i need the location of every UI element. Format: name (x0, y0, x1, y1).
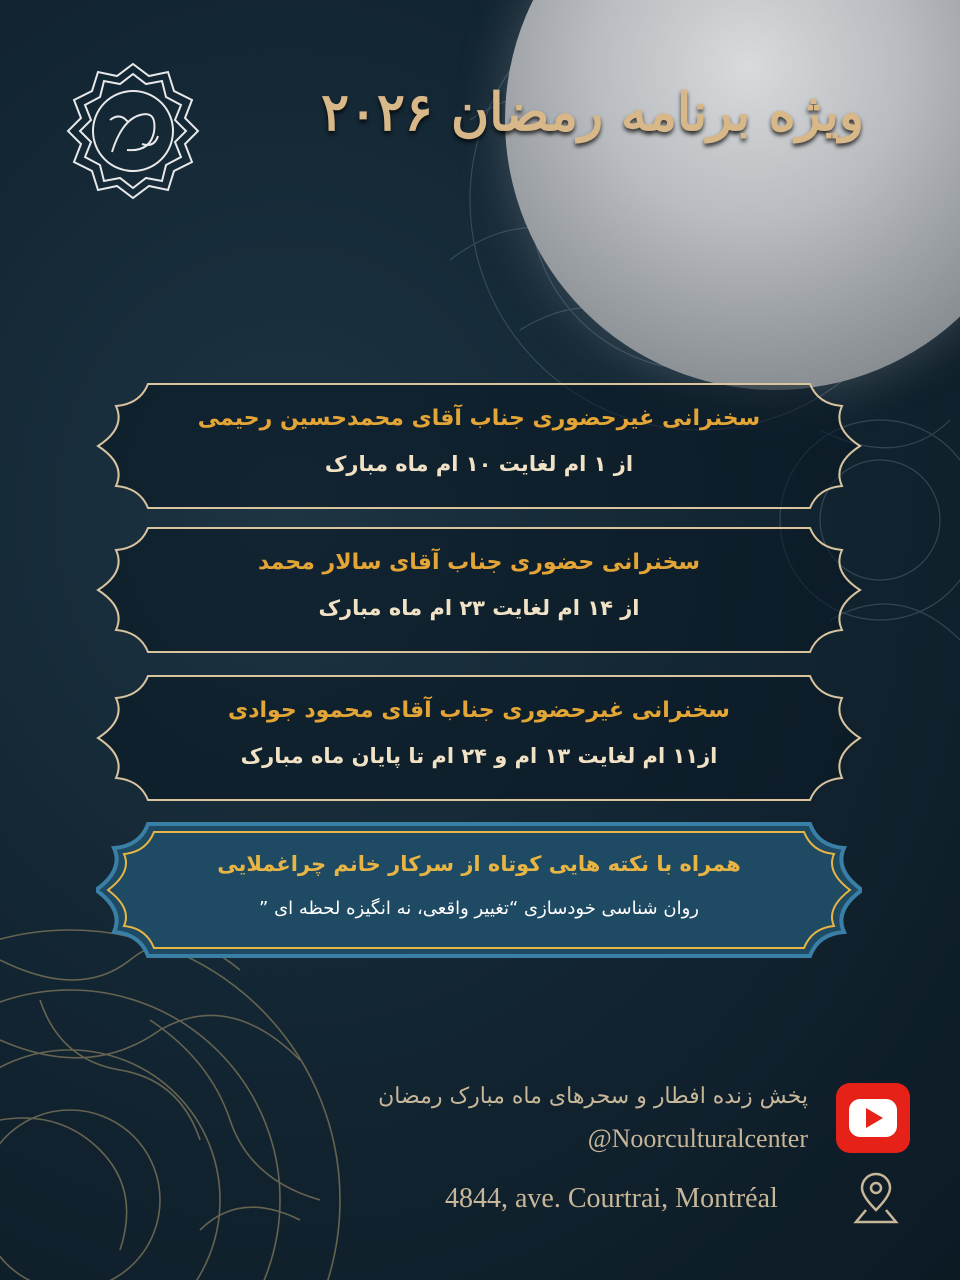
event-card-2 (96, 524, 862, 656)
ornamental-frame (96, 672, 862, 804)
event-dates: از ۱ ام لغایت ۱۰ ام ماه مبارک (324, 452, 634, 476)
noor-cultural-center-logo (62, 60, 204, 202)
location-pin-icon[interactable] (852, 1170, 900, 1228)
highlight-card (96, 822, 862, 958)
event-card-1 (96, 380, 862, 512)
youtube-handle[interactable]: @Noorculturalcenter (587, 1124, 808, 1153)
broadcast-text: پخش زنده افطار و سحرهای ماه مبارک رمضان (378, 1084, 808, 1109)
address-text: 4844, ave. Courtrai, Montréal (445, 1183, 778, 1214)
event-speaker: سخنرانی حضوری جناب آقای سالار محمد (257, 550, 701, 575)
youtube-icon[interactable] (836, 1083, 910, 1153)
ornamental-frame (96, 524, 862, 656)
event-speaker: سخنرانی غیرحضوری جناب آقای محمدحسین رحیمی (197, 406, 761, 431)
event-dates: از ۱۴ ام لغایت ۲۳ ام ماه مبارک (318, 596, 640, 620)
ornamental-frame (96, 380, 862, 512)
event-card-3 (96, 672, 862, 804)
page-title: ویژه برنامه رمضان ۲۰۲۶ (321, 82, 864, 143)
highlight-subtitle: روان شناسی خودسازی “تغییر واقعی، نه انگیزه لحظه ای ” (259, 898, 699, 919)
highlight-frame (96, 822, 862, 958)
event-dates: از۱۱ ام لغایت ۱۳ ام و ۲۴ ام تا پایان ماه مبارک (240, 744, 718, 768)
highlight-title: همراه با نکته هایی کوتاه از سرکار خانم چراغملایی (217, 852, 741, 876)
event-speaker: سخنرانی غیرحضوری جناب آقای محمود جوادی (228, 698, 730, 723)
